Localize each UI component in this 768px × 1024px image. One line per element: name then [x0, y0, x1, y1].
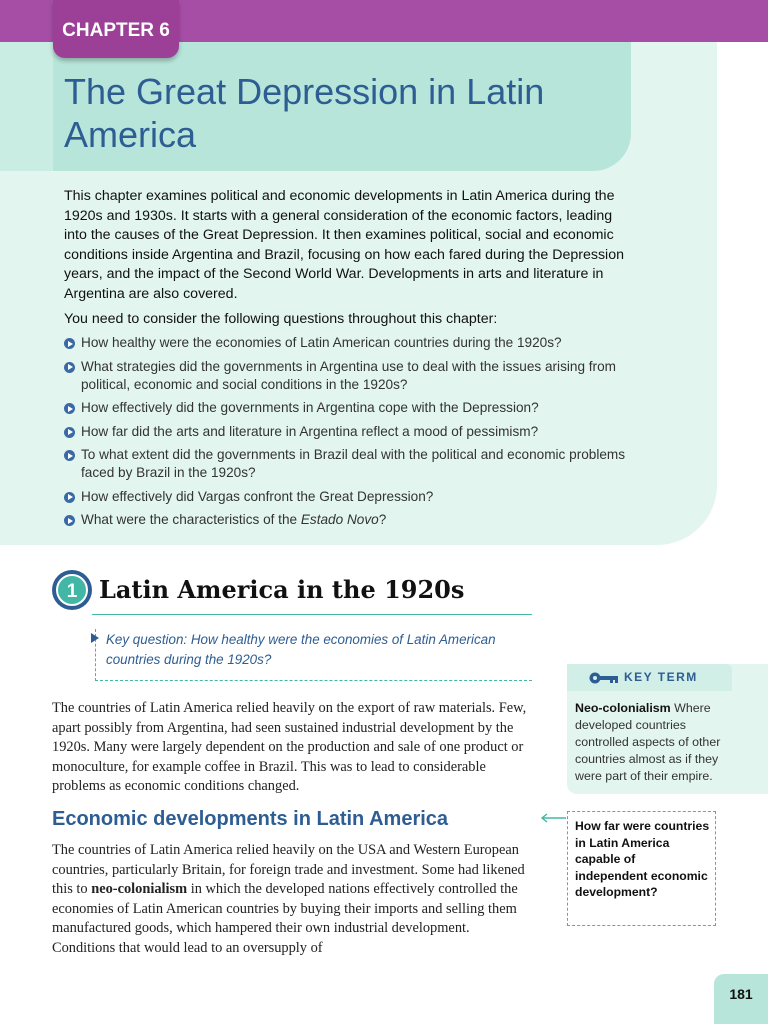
question-item: How effectively did Vargas confront the Great Depression? [64, 488, 644, 506]
page-title: The Great Depression in Latin America [64, 71, 545, 155]
arrow-bullet-icon [64, 362, 75, 373]
arrow-bullet-icon [64, 450, 75, 461]
key-icon [589, 672, 619, 684]
question-item: How far did the arts and literature in Argentina reflect a mood of pessimism? [64, 423, 644, 441]
section-title: Latin America in the 1920s [99, 575, 465, 604]
subheading: Economic developments in Latin America [52, 808, 449, 830]
margin-question: How far were countries in Latin America capable of independent economic development? [575, 819, 710, 900]
section-number: 1 [56, 574, 88, 606]
chapter-questions-list [64, 334, 644, 535]
chapter-intro: This chapter examines political and economic developments in Latin America during the 1920s and 1930s. It starts with a general consideration of the economic factors, leading into the causes of the Great Depression. It then examines political, social and economic conditions inside Argentina and Brazil, focusing on how each fared during the Depression years, and the impact of the Second World War. Developments in arts and literature in Argentina are also covered. [64, 188, 624, 302]
question-item: How healthy were the economies of Latin American countries during the 1920s? [64, 334, 644, 352]
section-number-badge [52, 570, 92, 610]
left-arrow-icon [539, 812, 567, 824]
question-item: To what extent did the governments in Brazil deal with the political and economic problems faced by Brazil in the 1920s? [64, 446, 644, 482]
arrow-bullet-icon [64, 427, 75, 438]
key-question-arrow-icon [91, 633, 99, 643]
question-item: What strategies did the governments in Argentina use to deal with the issues arising from political, economic and social conditions in the 1920s? [64, 358, 644, 394]
question-item: What were the characteristics of the Estado Novo? [64, 511, 644, 529]
key-term-heading: KEY TERM [624, 670, 698, 684]
arrow-bullet-icon [64, 403, 75, 414]
arrow-bullet-icon [64, 338, 75, 349]
title-panel-strip [0, 42, 53, 171]
body-paragraph: The countries of Latin America relied heavily on the export of raw materials. Few, apart possibly from Argentina, had seen sustained industrial development by the 1920s. Many were largely dependent on the production and sale of one product or monoculture, for example coffee in Brazil. This was to lead to considerable problems as economic conditions changed. [52, 700, 527, 795]
question-item: How effectively did the governments in Argentina cope with the Depression? [64, 399, 644, 417]
questions-heading: You need to consider the following questions throughout this chapter: [64, 311, 498, 327]
body-paragraph: The countries of Latin America relied heavily on the USA and Western European countries, particularly Britain, for foreign trade and investment. Some had likened this to neo-colonialism in which the developed nations effectively controlled the economies of Latin American countries by buying their imports and selling them manufactured goods, which hampered their own industrial development. Conditions that would lead to an oversupply of [52, 842, 525, 956]
arrow-bullet-icon [64, 492, 75, 503]
chapter-tab: CHAPTER 6 [53, 0, 179, 58]
page-number: 181 [729, 986, 753, 1002]
arrow-bullet-icon [64, 515, 75, 526]
key-question: Key question: How healthy were the economies of Latin American countries during the 1920s? [106, 632, 496, 667]
key-term-definition: Neo-colonialism Where developed countries controlled aspects of other countries almost as if they were part of their empire. [575, 701, 721, 783]
section-divider [92, 614, 532, 615]
